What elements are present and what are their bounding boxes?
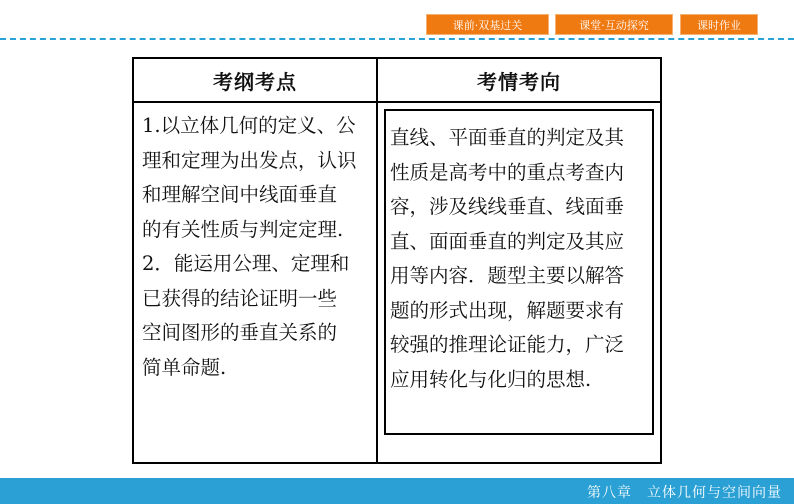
syllabus-line: 的有关性质与判定定理. xyxy=(142,217,344,241)
right-cell xyxy=(377,102,661,463)
trend-line: 性质是高考中的重点考查内 xyxy=(390,160,625,184)
nav-pre-class-button[interactable]: 课前·双基过关 xyxy=(426,14,549,35)
trend-line: 容，涉及线线垂直、线面垂 xyxy=(390,195,625,218)
syllabus-line: 理和定理为出发点，认识 xyxy=(142,148,357,172)
exam-trends-box xyxy=(384,109,654,435)
syllabus-line: 2．能运用公理、定理和 xyxy=(142,252,350,275)
nav-homework-button[interactable]: 课时作业 xyxy=(680,14,758,35)
syllabus-line: 简单命题. xyxy=(142,355,227,379)
chapter-title: 第八章 立体几何与空间向量 xyxy=(587,485,782,501)
header-divider xyxy=(0,38,794,40)
syllabus-line: 已获得的结论证明一些 xyxy=(142,286,338,310)
table-header-row xyxy=(133,58,661,102)
trend-line: 题的形式出现，解题要求有 xyxy=(390,298,625,322)
left-cell xyxy=(133,102,377,463)
nav-in-class-button[interactable]: 课堂·互动探究 xyxy=(555,14,673,35)
trend-line: 直线、平面垂直的判定及其 xyxy=(390,126,625,149)
syllabus-line: 空间图形的垂直关系的 xyxy=(142,321,338,344)
header-syllabus-points: 考纲考点 xyxy=(133,58,377,102)
trend-line: 较强的推理论证能力，广泛 xyxy=(390,333,625,356)
header-exam-trends: 考情考向 xyxy=(377,58,661,102)
syllabus-line: 和理解空间中线面垂直 xyxy=(142,183,338,206)
syllabus-text xyxy=(134,103,376,385)
trend-line: 直、面面垂直的判定及其应 xyxy=(390,229,625,253)
top-header xyxy=(0,0,794,38)
syllabus-table xyxy=(132,57,662,464)
syllabus-line: 1.以立体几何的定义、公 xyxy=(142,114,356,137)
footer-bar xyxy=(0,478,794,504)
table-content-row xyxy=(133,102,661,463)
trend-line: 用等内容．题型主要以解答 xyxy=(390,264,625,287)
trend-line: 应用转化与化归的思想. xyxy=(390,367,592,391)
